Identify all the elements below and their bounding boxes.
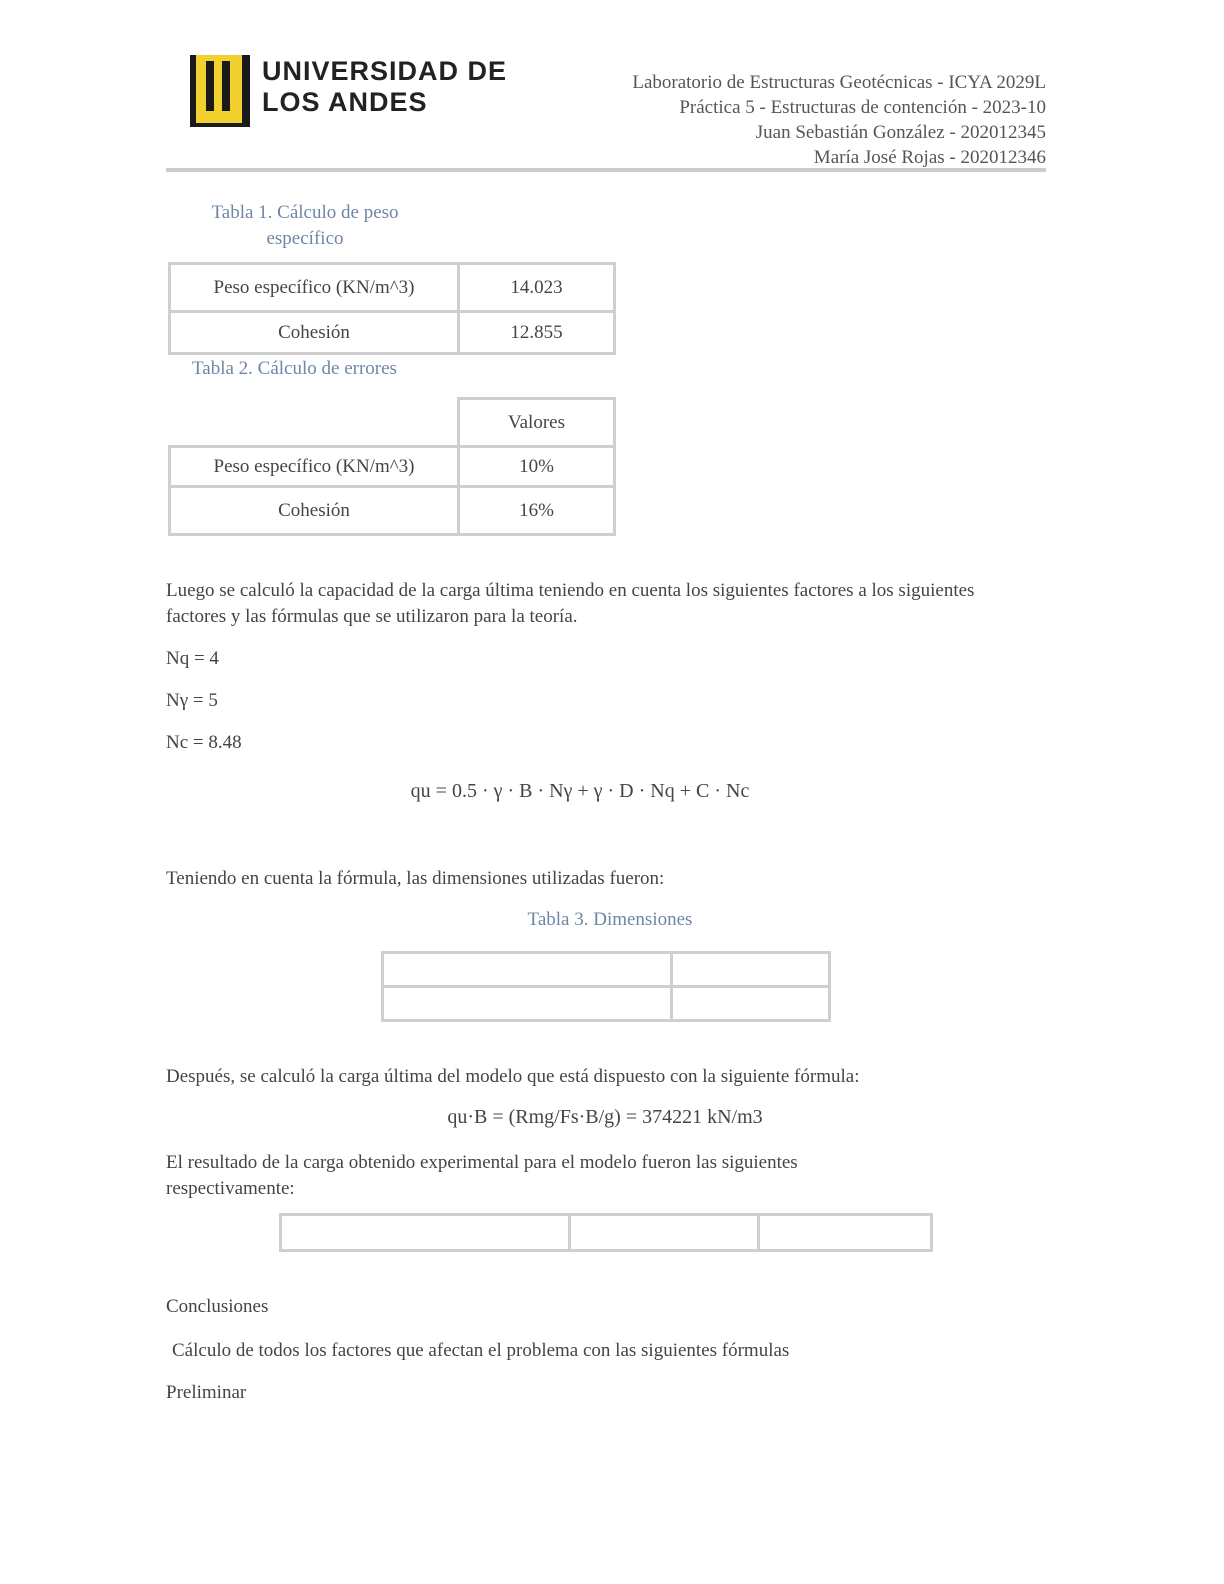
- table-row: [170, 264, 615, 312]
- table-cell: [672, 953, 830, 987]
- formula-ultimate-load: qu·B = (Rmg/Fs·B/g) = 374221 kN/m3: [447, 1106, 763, 1128]
- factor-nq: Nq = 4: [166, 648, 219, 669]
- table-cell: [383, 953, 672, 987]
- university-logo-text: [262, 56, 507, 118]
- header-course: Laboratorio de Estructuras Geotécnicas - ICYA 2029L: [632, 72, 1046, 93]
- university-logo-icon: [190, 55, 250, 127]
- table-cell: Cohesión: [170, 487, 459, 535]
- formula-bearing-capacity: qu = 0.5 · γ · B · Nγ + γ · D · Nq + C · Nc: [410, 780, 750, 802]
- table-cell: 12.855: [459, 312, 615, 354]
- table-cell: Peso específico (KN/m^3): [170, 447, 459, 487]
- table3: [381, 951, 831, 1022]
- table1: [168, 262, 616, 355]
- table-cell: Cohesión: [170, 312, 459, 354]
- table-cell: [281, 1215, 570, 1251]
- table3-caption: Tabla 3. Dimensiones: [527, 909, 693, 930]
- table-row: [170, 399, 615, 447]
- table-cell: 14.023: [459, 264, 615, 312]
- section-label: Conclusiones: [166, 1296, 269, 1317]
- paragraph-1: Luego se calculó la capacidad de la carga última teniendo en cuenta los siguientes factores a los siguientes factores y las fórmulas que se utilizaron para la teoría.: [166, 580, 975, 627]
- header-practice: Práctica 5 - Estructuras de contención - 2023-10: [679, 97, 1046, 118]
- table-row: [383, 987, 830, 1021]
- table4: [279, 1213, 933, 1252]
- table2-caption: Tabla 2. Cálculo de errores: [192, 358, 397, 379]
- table-row: [170, 447, 615, 487]
- table2: [168, 397, 616, 536]
- table-cell: [759, 1215, 932, 1251]
- table-cell: 16%: [459, 487, 615, 535]
- factor-ngamma: Nγ = 5: [166, 690, 218, 711]
- paragraph-3: Después, se calculó la carga última del modelo que está dispuesto con la siguiente fórmula:: [166, 1066, 860, 1087]
- header-info: [632, 70, 1046, 170]
- header-author-1: Juan Sebastián González - 202012345: [755, 122, 1046, 143]
- logo-line-2: LOS ANDES: [262, 87, 428, 117]
- factor-nc: Nc = 8.48: [166, 732, 242, 753]
- table-cell: Valores: [459, 399, 615, 447]
- table-cell: [383, 987, 672, 1021]
- table-cell: [570, 1215, 759, 1251]
- paragraph-5: Cálculo de todos los factores que afectan el problema con las siguientes fórmulas: [172, 1340, 790, 1361]
- closing-label: Preliminar: [166, 1382, 247, 1403]
- table1-caption: Tabla 1. Cálculo de peso específico: [211, 202, 399, 249]
- table-row: [170, 487, 615, 535]
- table-cell: [170, 399, 459, 447]
- header-divider: [166, 168, 1046, 172]
- table-cell: [672, 987, 830, 1021]
- table-cell: Peso específico (KN/m^3): [170, 264, 459, 312]
- logo-line-1: UNIVERSIDAD DE: [262, 56, 508, 86]
- paragraph-4: El resultado de la carga obtenido experimental para el modelo fueron las siguientes respectivamente:: [166, 1152, 798, 1199]
- header-author-2: María José Rojas - 202012346: [813, 147, 1046, 168]
- table-row: [383, 953, 830, 987]
- table-row: [281, 1215, 932, 1251]
- table-row: [170, 312, 615, 354]
- table-cell: 10%: [459, 447, 615, 487]
- paragraph-2: Teniendo en cuenta la fórmula, las dimensiones utilizadas fueron:: [166, 868, 665, 889]
